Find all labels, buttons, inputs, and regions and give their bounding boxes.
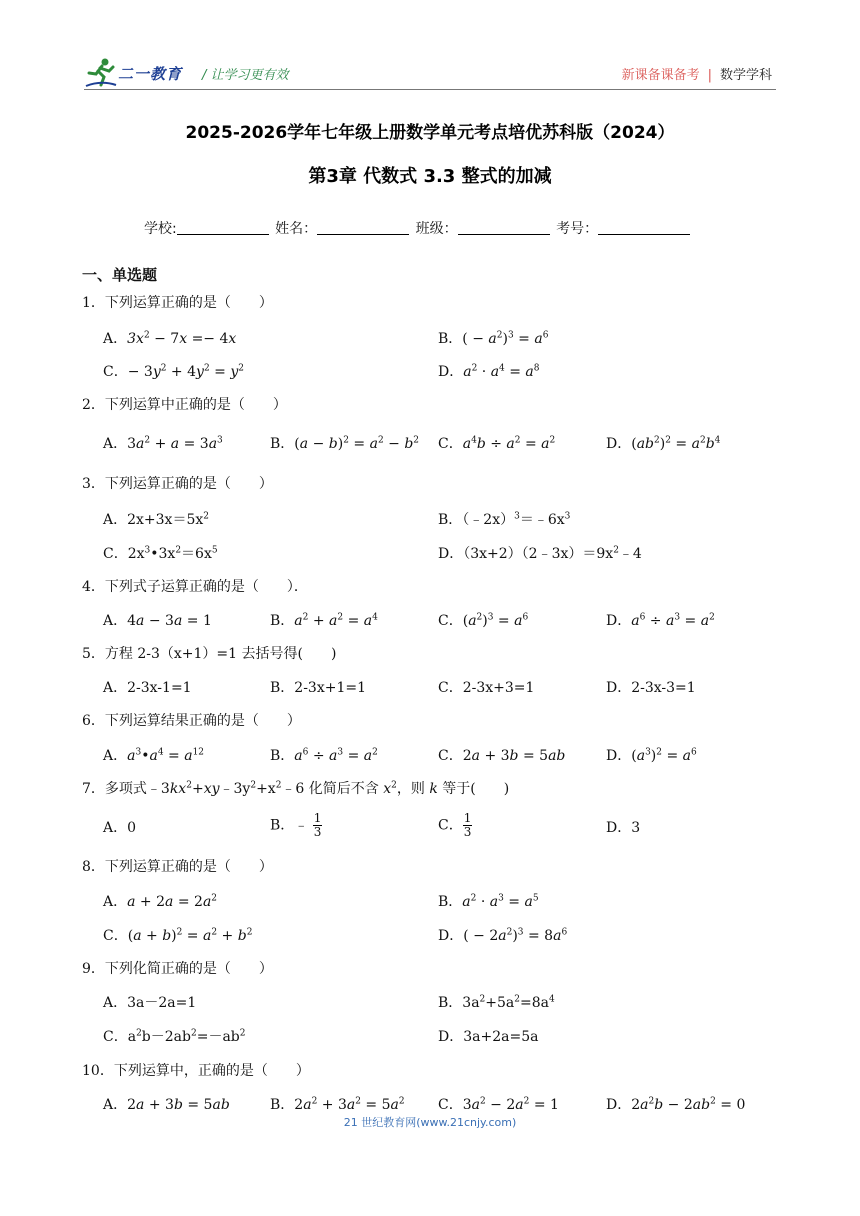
- q3-option-a: A．$2x+3x=5x^2$: [103, 511, 209, 528]
- q5-option-b: B．2-3x+1=1: [270, 680, 367, 696]
- page-header: [84, 56, 776, 90]
- fraction-one-third: $\frac{1}{3}$: [313, 811, 322, 839]
- q7-option-d: D．3: [606, 820, 641, 836]
- q6-option-b: B．$a^6 \div a^3 = a^2$: [270, 747, 378, 764]
- q7-option-b: B．﹣ $\frac{1}{3}$: [270, 811, 322, 839]
- header-divider: [84, 89, 776, 90]
- question-5-stem: 5．方程 2-3（x+1）=1 去括号得( ): [82, 646, 337, 662]
- q2-option-a: A．$3a^2 + a = 3a^3$: [103, 435, 223, 452]
- q6-option-c: C．2a + 3b = 5ab: [438, 748, 566, 764]
- q5-option-d: D．2-3x-3=1: [606, 680, 696, 696]
- q3-option-b: B．$(﹣2x)^3=﹣6x^3$: [438, 511, 571, 528]
- q9-option-b: B．$3a^2+5a^2=8a^4$: [438, 994, 555, 1011]
- q4-option-a: A．4a − 3a = 1: [103, 613, 212, 629]
- exam-no-label: 考号：: [556, 221, 599, 237]
- question-9-stem: 9．下列化简正确的是（ ）: [82, 961, 273, 977]
- q10-option-b: B．$2a^2 + 3a^2 = 5a^2$: [270, 1096, 405, 1113]
- q9-option-d: D．3a+2a=5a: [438, 1029, 539, 1045]
- q3-option-c: C．$2x^3•3x^2=6x^5$: [103, 545, 218, 562]
- q1-option-a: A．$3x^2 - 7x =- 4x$: [103, 330, 237, 347]
- school-label: 学校:: [144, 221, 177, 237]
- school-blank: [177, 220, 269, 235]
- chapter-title: 第3章 代数式 3.3 整式的加减: [308, 166, 552, 187]
- q1-option-d: D．$a^2 \cdot a^4 = a^8$: [438, 363, 540, 380]
- question-2-stem: 2．下列运算中正确的是（ ）: [82, 397, 287, 413]
- question-4-stem: 4．下列式子运算正确的是（ ）．: [82, 579, 308, 595]
- q5-option-a: A．2-3x-1=1: [103, 680, 192, 696]
- header-tag-course: 新课备课备考: [621, 68, 700, 83]
- name-blank: [317, 220, 409, 235]
- q3-option-d: D．$(3x+2)(2﹣3x)=9x^2﹣4$: [438, 545, 642, 562]
- logo-text: 二一教育: [118, 65, 183, 83]
- header-separator: |: [707, 68, 712, 83]
- q8-option-c: C．$(a + b)^2 = a^2 + b^2$: [103, 927, 253, 944]
- student-info-row: [144, 218, 692, 238]
- q10-option-d: D．$2a^2b - 2ab^2 = 0$: [606, 1096, 746, 1113]
- fraction-one-third: $\frac{1}{3}$: [463, 811, 472, 839]
- exam-no-blank: [598, 220, 690, 235]
- q7-option-a: A．0: [103, 820, 137, 836]
- slogan: / 让学习更有效: [202, 68, 289, 83]
- q10-option-a: A．2a + 3b = 5ab: [103, 1097, 230, 1113]
- question-10-stem: 10．下列运算中，正确的是（ ）: [82, 1063, 310, 1079]
- q4-option-d: D．$a^6 \div a^3 = a^2$: [606, 612, 715, 629]
- q4-option-c: C．$(a^2)^3 = a^6$: [438, 612, 529, 629]
- runner-logo-icon: [84, 56, 118, 88]
- q8-option-b: B．$a^2 \cdot a^3 = a^5$: [438, 893, 539, 910]
- class-blank: [458, 220, 550, 235]
- q2-option-d: D．$(ab^2)^2 = a^2b^4$: [606, 435, 721, 452]
- q2-option-b: B．$(a - b)^2 = a^2 - b^2$: [270, 435, 420, 452]
- q8-option-a: A．$a + 2a = 2a^2$: [103, 893, 218, 910]
- q7-option-c: C． $\frac{1}{3}$: [438, 811, 472, 839]
- q2-option-c: C．$a^4b \div a^2 = a^2$: [438, 435, 556, 452]
- q6-option-a: A．$a^3•a^4 = a^{12}$: [103, 747, 205, 764]
- name-label: 姓名：: [275, 221, 318, 237]
- q10-option-c: C．$3a^2 - 2a^2 = 1$: [438, 1096, 559, 1113]
- q9-option-c: C．$a^2b-2ab^2=-ab^2$: [103, 1028, 246, 1045]
- section-heading: 一、单选题: [82, 266, 158, 284]
- class-label: 班级：: [415, 221, 458, 237]
- header-tags: [622, 64, 772, 83]
- question-1-stem: 1．下列运算正确的是（ ）: [82, 295, 273, 311]
- document-title: 2025-2026学年七年级上册数学单元考点培优苏科版（2024）: [185, 123, 675, 143]
- q6-option-d: D．$(a^3)^2 = a^6$: [606, 747, 697, 764]
- q4-option-b: B．$a^2 + a^2 = a^4$: [270, 612, 378, 629]
- question-3-stem: 3．下列运算正确的是（ ）: [82, 476, 273, 492]
- question-8-stem: 8．下列运算正确的是（ ）: [82, 859, 273, 875]
- q5-option-c: C．2-3x+3=1: [438, 680, 535, 696]
- question-7-stem: 7．多项式$﹣3kx^2+xy﹣3y^2+x^2﹣6$ 化简后不含 $x^2$，则 k 等于( ): [82, 780, 510, 797]
- q1-option-c: C．− $3y^2 + 4y^2 = y^2$: [103, 363, 244, 380]
- question-6-stem: 6．下列运算结果正确的是（ ）: [82, 713, 301, 729]
- footer-watermark: 21 世纪教育网(www.21cnjy.com): [343, 1116, 517, 1129]
- q9-option-a: A．3a－2a=1: [103, 995, 197, 1011]
- q1-option-b: B．( − $a^2)^3 = a^6$: [438, 330, 549, 347]
- q8-option-d: D．( − $2a^2)^3 = 8a^6$: [438, 927, 568, 944]
- header-tag-subject: 数学学科: [719, 68, 772, 83]
